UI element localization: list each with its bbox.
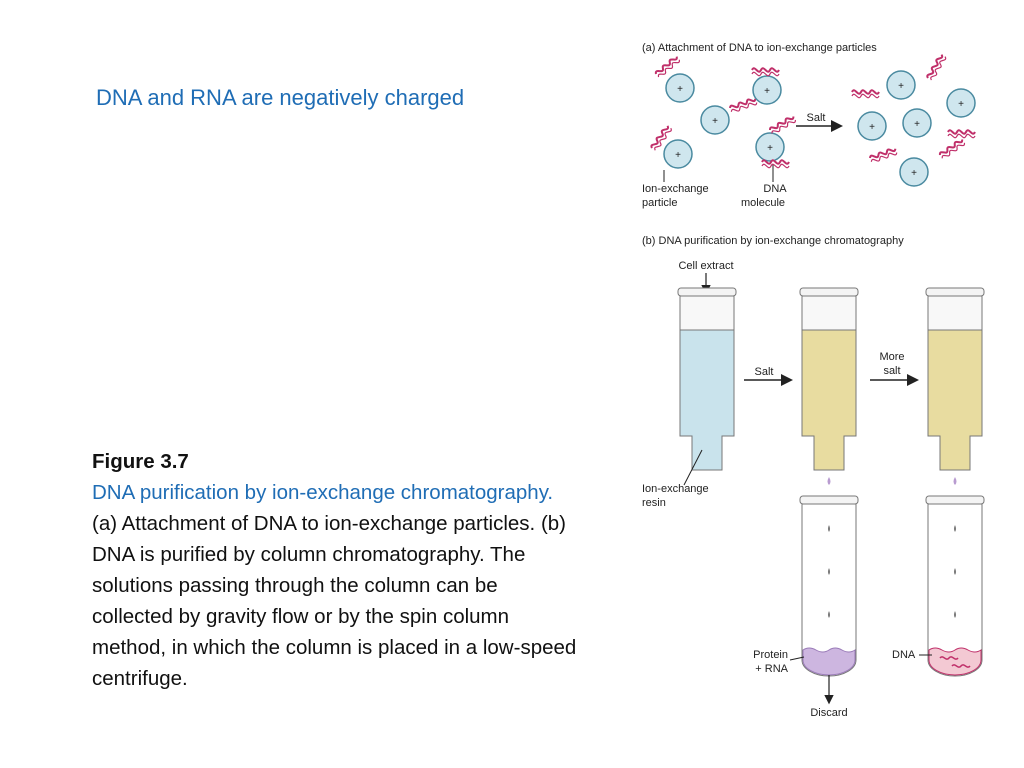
svg-text:+: + <box>898 81 904 92</box>
dna-molecule <box>752 68 779 75</box>
svg-text:+: + <box>914 119 920 130</box>
column-3 <box>926 288 984 470</box>
dna-molecule <box>769 115 796 135</box>
drop <box>954 477 957 485</box>
discard-label: Discard <box>810 707 848 719</box>
resin-label: Ion-exchange <box>642 483 709 495</box>
column-2 <box>800 288 858 470</box>
dna-molecule <box>852 90 879 97</box>
drop <box>828 477 831 485</box>
caption-body: (a) Attachment of DNA to ion-exchange particles. (b) DNA is purified by column chromatography. The solutions passing through the column can be collected by gravity flow or by the spin column method, in which the column is placed in a low-speed centrifuge. <box>92 512 577 690</box>
dna-molecule <box>869 147 897 163</box>
plus-sign: + <box>767 143 773 154</box>
figure-caption <box>92 446 582 694</box>
figure-label: Figure 3.7 <box>92 450 189 473</box>
bound-particle <box>752 68 781 104</box>
chromatography-figure <box>630 30 1010 730</box>
cell-extract-label: Cell extract <box>678 260 734 272</box>
dna-molecule <box>939 138 965 160</box>
plus-sign: + <box>764 86 770 97</box>
bound-particle <box>701 97 757 134</box>
free-particle <box>887 71 915 99</box>
panel-b-title: (b) DNA purification by ion-exchange chromatography <box>642 235 904 247</box>
particle-label: Ion-exchange <box>642 183 709 195</box>
column-1 <box>678 288 736 470</box>
slide-heading: DNA and RNA are negatively charged <box>96 85 465 110</box>
bound-particle <box>756 115 796 168</box>
dna-molecule <box>927 54 947 81</box>
dna-molecule <box>762 160 789 167</box>
protein-label: + RNA <box>755 663 788 675</box>
protein-label: Protein <box>753 649 788 661</box>
plus-sign: + <box>712 116 718 127</box>
plus-sign: + <box>675 150 681 161</box>
bound-particle <box>651 125 692 168</box>
salt-label-a: Salt <box>806 112 826 124</box>
plus-sign: + <box>677 84 683 95</box>
svg-text:+: + <box>958 99 964 110</box>
dna-molecule <box>948 130 975 137</box>
free-particle <box>947 89 975 117</box>
free-particle <box>858 112 886 140</box>
resin-label: resin <box>642 497 666 509</box>
more-salt-label: salt <box>883 365 901 377</box>
svg-text:+: + <box>869 122 875 133</box>
panel-a-title: (a) Attachment of DNA to ion-exchange particles <box>642 42 877 54</box>
caption-title: DNA purification by ion-exchange chromatography. <box>92 481 554 504</box>
collection-tube-1 <box>800 496 858 676</box>
salt-label-b: Salt <box>754 366 774 378</box>
svg-text:+: + <box>911 168 917 179</box>
dna-label: molecule <box>740 197 786 209</box>
collection-tube-2 <box>926 496 984 676</box>
dna-tube-label: DNA <box>892 649 916 661</box>
more-salt-label: More <box>879 351 905 363</box>
figure-svg <box>630 30 1010 730</box>
dna-label: DNA <box>763 183 787 195</box>
bound-particle <box>655 55 694 102</box>
particle-label: particle <box>642 197 678 209</box>
dna-molecule <box>729 97 757 113</box>
free-particle <box>900 158 928 186</box>
free-particle <box>903 109 931 137</box>
